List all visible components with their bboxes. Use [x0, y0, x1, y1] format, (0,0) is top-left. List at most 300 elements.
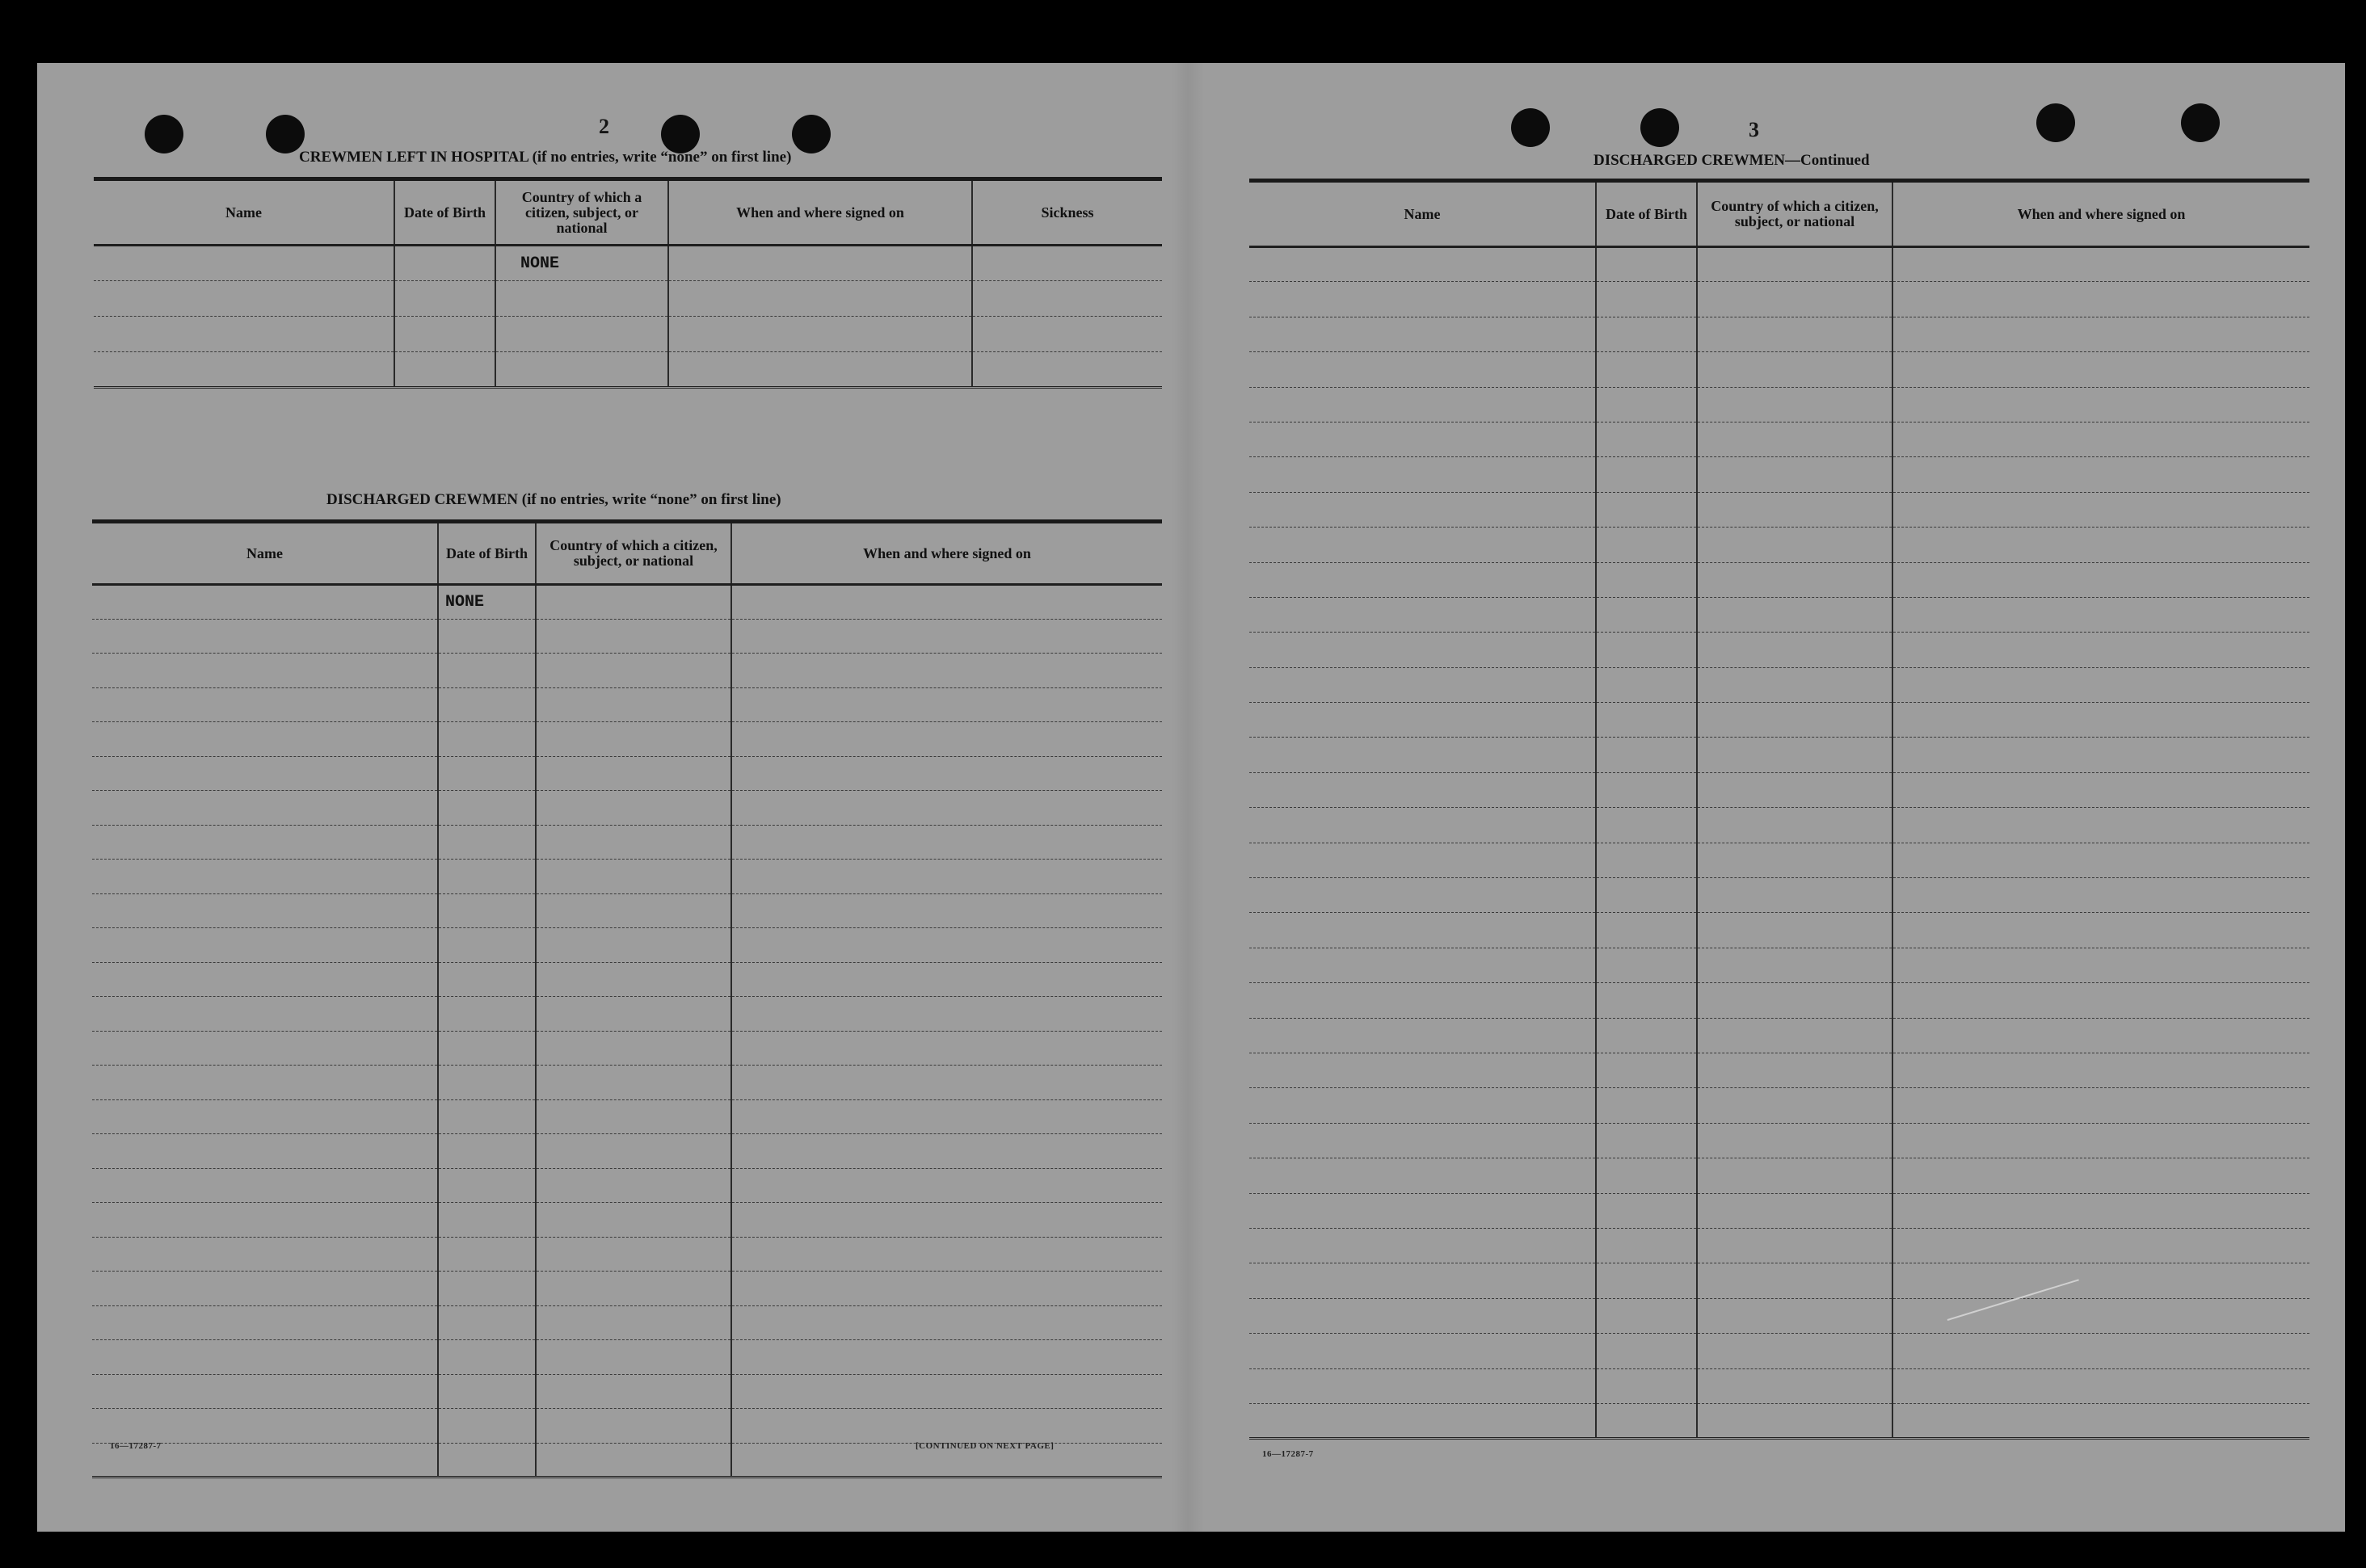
table-row: [1249, 528, 2309, 562]
table-cell: [1892, 1403, 2309, 1438]
table-row: [1249, 597, 2309, 632]
table-cell: [438, 1305, 536, 1340]
table-cell: [1892, 738, 2309, 772]
table-cell: [394, 352, 495, 388]
continued-note: [CONTINUED ON NEXT PAGE]: [916, 1441, 1055, 1451]
table-cell: [1249, 387, 1596, 422]
table-cell: [972, 352, 1162, 388]
table-cell: [668, 352, 972, 388]
table-cell: [536, 1340, 731, 1375]
table-cell: [1697, 1368, 1892, 1403]
table-cell: [1596, 1123, 1697, 1158]
table-row: [92, 893, 1162, 928]
table-cell: [536, 1374, 731, 1409]
table-cell: [1596, 1053, 1697, 1087]
table-cell: [1596, 422, 1697, 456]
header-sickness: Sickness: [972, 179, 1162, 246]
punch-hole: [792, 115, 831, 153]
table-cell: [536, 654, 731, 688]
hospital-entry-none: NONE: [495, 246, 668, 281]
table-cell: [92, 860, 438, 894]
punch-hole: [2036, 103, 2075, 142]
table-cell: [438, 1066, 536, 1100]
table-cell: [536, 1134, 731, 1169]
table-cell: [1892, 457, 2309, 492]
table-cell: [668, 246, 972, 281]
table-cell: [1596, 247, 1697, 282]
table-cell: [92, 1066, 438, 1100]
table-cell: [1697, 597, 1892, 632]
page-number-right: 3: [1749, 118, 1759, 141]
table-row: [1249, 1228, 2309, 1263]
header-name: Name: [1249, 181, 1596, 247]
table-cell: [1697, 843, 1892, 877]
table-cell: [1596, 983, 1697, 1018]
discharged-entry-none: NONE: [438, 585, 536, 620]
table-cell: [438, 1272, 536, 1306]
table-cell: [1892, 667, 2309, 702]
table-cell: [394, 281, 495, 317]
table-cell: [92, 1272, 438, 1306]
table-cell: [1249, 1123, 1596, 1158]
table-cell: [92, 1305, 438, 1340]
table-row: [1249, 1263, 2309, 1298]
table-cell: [92, 1168, 438, 1203]
table-cell: [1249, 843, 1596, 877]
table-cell: [1697, 282, 1892, 317]
table-cell: [1596, 772, 1697, 807]
table-cell: [1596, 633, 1697, 667]
table-row: [1249, 913, 2309, 948]
table-row: [94, 317, 1162, 352]
table-cell: [1697, 1158, 1892, 1193]
table-row: [1249, 387, 2309, 422]
discharged-table: [92, 519, 1162, 1478]
table-cell: [731, 962, 1162, 997]
table-cell: [92, 722, 438, 757]
table-cell: [1596, 1088, 1697, 1123]
table-cell: [731, 1272, 1162, 1306]
table-cell: [438, 825, 536, 860]
table-cell: [1697, 492, 1892, 527]
table-cell: [1697, 1228, 1892, 1263]
table-cell: [536, 860, 731, 894]
table-row: [1249, 1403, 2309, 1438]
table-row: [92, 619, 1162, 654]
hospital-table: [94, 177, 1162, 389]
table-cell: [438, 1340, 536, 1375]
right-section-title: DISCHARGED CREWMEN—Continued: [1593, 152, 1870, 169]
table-cell: [731, 1134, 1162, 1169]
table-cell: [1697, 1298, 1892, 1333]
table-row: [1249, 1158, 2309, 1193]
table-cell: [1249, 983, 1596, 1018]
table-cell: [536, 997, 731, 1032]
table-cell: [1596, 913, 1697, 948]
table-cell: [438, 654, 536, 688]
table-cell: [536, 1409, 731, 1444]
table-cell: [1697, 808, 1892, 843]
table-cell: [536, 722, 731, 757]
table-cell: [92, 1374, 438, 1409]
table-cell: [394, 317, 495, 352]
table-cell: [1596, 878, 1697, 913]
punch-hole: [1640, 108, 1679, 147]
table-cell: [1697, 703, 1892, 738]
table-cell: [1697, 913, 1892, 948]
table-cell: [1697, 738, 1892, 772]
table-cell: [536, 962, 731, 997]
table-cell: [438, 1374, 536, 1409]
table-cell: [92, 1340, 438, 1375]
table-cell: [1596, 317, 1697, 351]
table-cell: [1697, 983, 1892, 1018]
table-cell: [495, 317, 668, 352]
table-row: [92, 687, 1162, 722]
table-cell: [536, 1237, 731, 1272]
table-row: [92, 928, 1162, 963]
table-cell: [1892, 703, 2309, 738]
table-cell: [1892, 422, 2309, 456]
table-cell: [1697, 317, 1892, 351]
header-signed-on: When and where signed on: [668, 179, 972, 246]
table-cell: [92, 687, 438, 722]
table-cell: [1596, 1334, 1697, 1368]
table-cell: [1697, 1263, 1892, 1298]
table-cell: [92, 893, 438, 928]
table-cell: [1697, 1123, 1892, 1158]
table-cell: [94, 317, 394, 352]
table-cell: [731, 1305, 1162, 1340]
table-cell: [668, 281, 972, 317]
hospital-title-note: (if no entries, write “none” on first line): [532, 149, 792, 166]
table-cell: [972, 246, 1162, 281]
table-row: [92, 1340, 1162, 1375]
table-cell: [1249, 492, 1596, 527]
table-cell: [1249, 247, 1596, 282]
header-signed-on: When and where signed on: [1892, 181, 2309, 247]
table-cell: [92, 1099, 438, 1134]
table-cell: [394, 246, 495, 281]
table-cell: [1697, 772, 1892, 807]
table-cell: [731, 928, 1162, 963]
table-cell: [1892, 913, 2309, 948]
table-row: [92, 1099, 1162, 1134]
table-cell: [92, 962, 438, 997]
table-cell: [1249, 633, 1596, 667]
table-cell: [1892, 282, 2309, 317]
header-name: Name: [92, 522, 438, 585]
table-cell: [438, 860, 536, 894]
table-cell: [1697, 667, 1892, 702]
table-row: [92, 997, 1162, 1032]
table-cell: [1697, 457, 1892, 492]
table-cell: [731, 1374, 1162, 1409]
table-cell: [438, 1099, 536, 1134]
table-cell: [1596, 562, 1697, 597]
header-date-of-birth: Date of Birth: [1596, 181, 1697, 247]
table-cell: [1697, 878, 1892, 913]
table-cell: [536, 825, 731, 860]
table-cell: [92, 619, 438, 654]
table-row: [1249, 282, 2309, 317]
table-cell: [1596, 1298, 1697, 1333]
table-row: [1249, 1193, 2309, 1228]
table-cell: [1697, 528, 1892, 562]
table-cell: [1249, 1403, 1596, 1438]
table-cell: [731, 860, 1162, 894]
table-cell: [1892, 1334, 2309, 1368]
discharged-section-title: [326, 491, 781, 509]
table-cell: [1892, 317, 2309, 351]
table-row: [92, 1305, 1162, 1340]
table-cell: [972, 281, 1162, 317]
table-cell: [1596, 1158, 1697, 1193]
table-cell: [92, 1237, 438, 1272]
table-row: [1249, 843, 2309, 877]
table-cell: [1596, 808, 1697, 843]
table-cell: [536, 687, 731, 722]
table-cell: [731, 893, 1162, 928]
table-row: [92, 1203, 1162, 1238]
table-cell: [1892, 1088, 2309, 1123]
table-cell: [495, 352, 668, 388]
table-cell: [1697, 1403, 1892, 1438]
table-cell: [731, 1066, 1162, 1100]
table-cell: [1596, 843, 1697, 877]
table-cell: [1596, 1228, 1697, 1263]
header-country: Country of which a citizen, subject, or national: [495, 179, 668, 246]
table-cell: [536, 1099, 731, 1134]
table-cell: [1697, 387, 1892, 422]
table-cell: [1596, 1403, 1697, 1438]
table-cell: [1892, 597, 2309, 632]
table-cell: [731, 585, 1162, 620]
table-row: [92, 1066, 1162, 1100]
table-cell: [1249, 667, 1596, 702]
table-cell: [92, 585, 438, 620]
table-row: [1249, 703, 2309, 738]
table-cell: [92, 997, 438, 1032]
table-cell: [92, 928, 438, 963]
table-cell: [536, 791, 731, 826]
table-cell: [92, 1031, 438, 1066]
header-name: Name: [94, 179, 394, 246]
table-cell: [1697, 562, 1892, 597]
table-cell: [536, 585, 731, 620]
table-cell: [438, 756, 536, 791]
table-cell: [1892, 1123, 2309, 1158]
table-cell: [1596, 597, 1697, 632]
table-cell: [1596, 1193, 1697, 1228]
header-country: Country of which a citizen, subject, or national: [1697, 181, 1892, 247]
table-row: [1249, 878, 2309, 913]
table-row: [92, 1237, 1162, 1272]
table-row: [1249, 1018, 2309, 1053]
table-row: [92, 722, 1162, 757]
table-cell: [536, 1443, 731, 1478]
header-date-of-birth: Date of Birth: [394, 179, 495, 246]
page-number-left: 2: [599, 115, 609, 138]
table-cell: [1697, 1053, 1892, 1087]
table-cell: [731, 825, 1162, 860]
table-cell: [536, 1031, 731, 1066]
table-cell: [731, 1203, 1162, 1238]
table-cell: [1249, 1018, 1596, 1053]
table-cell: [1892, 247, 2309, 282]
table-row: [1249, 562, 2309, 597]
table-cell: [731, 1409, 1162, 1444]
table-cell: [731, 1340, 1162, 1375]
table-row: [1249, 772, 2309, 807]
table-cell: [1892, 1368, 2309, 1403]
table-row: [92, 1409, 1162, 1444]
table-cell: [1697, 1088, 1892, 1123]
punch-hole: [266, 115, 305, 153]
table-row: [1249, 1123, 2309, 1158]
table-row: [1249, 983, 2309, 1018]
table-cell: [1892, 772, 2309, 807]
table-cell: [1596, 1018, 1697, 1053]
table-cell: [1697, 1334, 1892, 1368]
table-cell: [536, 893, 731, 928]
table-row: [1249, 422, 2309, 456]
table-cell: [536, 928, 731, 963]
table-row: [92, 1031, 1162, 1066]
table-cell: [1892, 1193, 2309, 1228]
table-cell: [1697, 352, 1892, 387]
table-cell: [731, 619, 1162, 654]
discharged-title-note: (if no entries, write “none” on first line): [521, 491, 781, 508]
table-cell: [536, 1168, 731, 1203]
table-cell: [731, 654, 1162, 688]
table-row: [94, 281, 1162, 317]
table-row: [92, 1374, 1162, 1409]
table-cell: [438, 687, 536, 722]
table-row: [1249, 1088, 2309, 1123]
punch-hole: [1511, 108, 1550, 147]
table-cell: [1249, 352, 1596, 387]
table-cell: [1892, 808, 2309, 843]
table-row: [94, 246, 1162, 281]
table-cell: [1892, 983, 2309, 1018]
table-cell: [1596, 1263, 1697, 1298]
table-cell: [1892, 843, 2309, 877]
table-row: [1249, 1298, 2309, 1333]
discharged-continued-table: [1249, 179, 2309, 1440]
table-row: [1249, 948, 2309, 982]
table-cell: [1596, 738, 1697, 772]
table-cell: [1249, 1368, 1596, 1403]
table-cell: [1249, 317, 1596, 351]
discharged-table-body: [92, 585, 1162, 1478]
table-cell: [1249, 1334, 1596, 1368]
table-cell: [1892, 1158, 2309, 1193]
table-cell: [438, 928, 536, 963]
table-cell: [1596, 1368, 1697, 1403]
table-cell: [1249, 948, 1596, 982]
table-cell: [1596, 282, 1697, 317]
table-cell: [1249, 878, 1596, 913]
table-cell: [438, 791, 536, 826]
header-country: Country of which a citizen, subject, or national: [536, 522, 731, 585]
table-cell: [438, 997, 536, 1032]
punch-hole: [661, 115, 700, 153]
table-cell: [1249, 1088, 1596, 1123]
table-cell: [731, 756, 1162, 791]
table-row: [92, 825, 1162, 860]
table-cell: [438, 893, 536, 928]
table-cell: [1596, 948, 1697, 982]
table-cell: [536, 619, 731, 654]
table-cell: [1892, 1228, 2309, 1263]
form-code-left: 16—17287-7: [110, 1441, 162, 1451]
table-cell: [438, 1409, 536, 1444]
table-cell: [1249, 738, 1596, 772]
punch-hole: [2181, 103, 2220, 142]
table-cell: [1249, 282, 1596, 317]
table-cell: [1596, 387, 1697, 422]
table-cell: [94, 246, 394, 281]
table-row: [92, 962, 1162, 997]
header-date-of-birth: Date of Birth: [438, 522, 536, 585]
table-cell: [1892, 528, 2309, 562]
table-cell: [536, 1066, 731, 1100]
table-row: [1249, 247, 2309, 282]
table-cell: [438, 1168, 536, 1203]
table-cell: [731, 722, 1162, 757]
table-cell: [92, 1134, 438, 1169]
table-cell: [1892, 1018, 2309, 1053]
table-cell: [92, 1409, 438, 1444]
hospital-table-body: [94, 246, 1162, 388]
table-row: [92, 1168, 1162, 1203]
table-cell: [1596, 667, 1697, 702]
table-row: [1249, 317, 2309, 351]
table-cell: [438, 1443, 536, 1478]
discharged-title-text: DISCHARGED CREWMEN: [326, 491, 518, 508]
table-cell: [438, 1203, 536, 1238]
table-cell: [731, 997, 1162, 1032]
table-row: [1249, 492, 2309, 527]
table-row: [1249, 352, 2309, 387]
table-row: [92, 756, 1162, 791]
page-fold: [1172, 63, 1204, 1532]
table-cell: [731, 1237, 1162, 1272]
table-row: [1249, 1334, 2309, 1368]
table-cell: [1249, 528, 1596, 562]
table-cell: [1596, 457, 1697, 492]
table-cell: [731, 1099, 1162, 1134]
table-cell: [92, 654, 438, 688]
table-cell: [536, 1272, 731, 1306]
table-row: [92, 654, 1162, 688]
table-cell: [1596, 492, 1697, 527]
table-cell: [495, 281, 668, 317]
table-cell: [438, 722, 536, 757]
table-cell: [731, 1031, 1162, 1066]
table-cell: [92, 756, 438, 791]
table-cell: [1892, 1263, 2309, 1298]
table-cell: [1249, 1158, 1596, 1193]
discharged-continued-table-body: [1249, 247, 2309, 1439]
table-cell: [92, 1203, 438, 1238]
hospital-title-text: CREWMEN LEFT IN HOSPITAL: [299, 149, 528, 166]
table-row: [92, 1134, 1162, 1169]
document-sheet: [37, 63, 2345, 1532]
hospital-section-title: [299, 149, 791, 166]
table-cell: [1697, 633, 1892, 667]
